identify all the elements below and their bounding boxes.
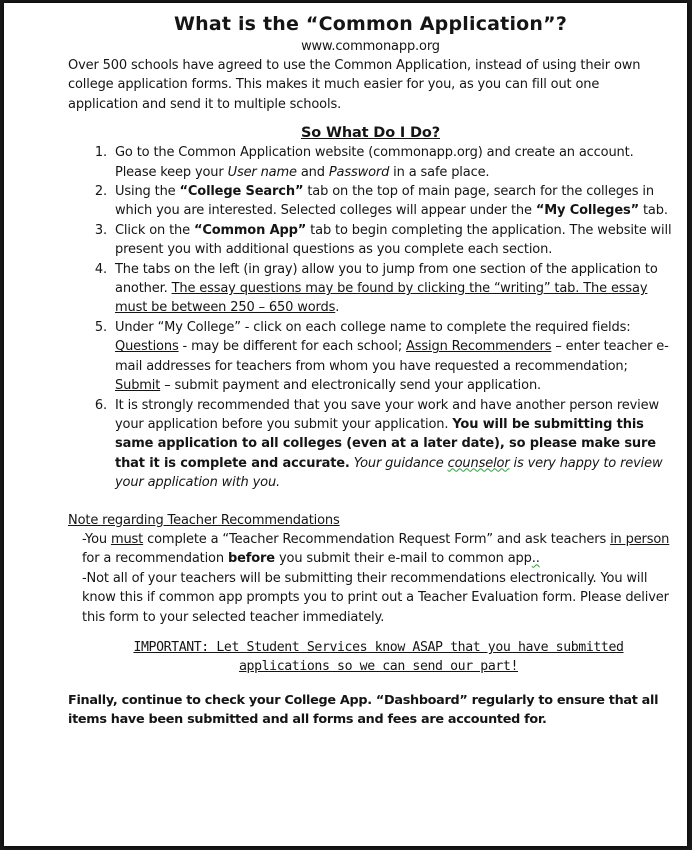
- steps-heading: So What Do I Do?: [300, 125, 441, 142]
- step-4: 4. The tabs on the left (in gray) allow you to jump from one section of the application to another. The essay questions may be found by clicking the “writing” tab. The essay must be between 250 – 650 words.: [111, 260, 673, 318]
- my-colleges-tab-term: “My Colleges”: [535, 203, 639, 219]
- step-3: 3. Click on the “Common App” tab to begin completing the application. The website will present you with additional questions as you complete each section.: [111, 221, 673, 260]
- note-paragraph-2: -Not all of your teachers will be submitting their recommendations electronically. You will know this if common app prompts you to print out a Teacher Evaluation form. Please deliver this form to your selected teacher immediately.: [82, 570, 669, 625]
- page-title: What is the “Common Application”?: [173, 13, 568, 35]
- important-notice: IMPORTANT: Let Student Services know ASAP that you have submitted applications so we can send our part!: [133, 639, 624, 675]
- in-person-term: in person: [610, 531, 670, 547]
- counselor-term: counselor: [447, 455, 510, 471]
- note-title: Note regarding Teacher Recommendations: [68, 512, 340, 528]
- essay-note: The essay questions may be found by clicking the “writing” tab. The essay must be between 250 – 650 words: [115, 281, 648, 316]
- must-term: must: [110, 531, 144, 547]
- same-application-warning: You will be submitting this same application to all colleges (even at a later date), so please make sure that it is complete and accurate.: [115, 416, 656, 471]
- username-term: User name: [227, 164, 297, 180]
- steps-list: [68, 143, 673, 492]
- closing-paragraph: Finally, continue to check your College App. “Dashboard” regularly to ensure that all items have been submitted and all forms and fees are accounted for.: [68, 692, 659, 728]
- college-search-tab-term: “College Search”: [179, 184, 304, 200]
- document-frame: [4, 3, 687, 846]
- step-1: 1. Go to the Common Application website (commonapp.org) and create an account. Please keep your User name and Password in a safe place.: [111, 143, 673, 182]
- step-2: 2. Using the “College Search” tab on the top of main page, search for the colleges in which you are interested. Selected colleges will appear under the “My Colleges” tab.: [111, 182, 673, 221]
- step-6: 6. It is strongly recommended that you save your work and have another person review your application before you submit your application. You will be submitting this same application to all colleges (even at a later date), so please make sure that it is complete and accurate. Your guidance counselor is very happy to review your application with you.: [111, 396, 673, 493]
- submit-term: Submit: [115, 378, 161, 394]
- common-app-tab-term: “Common App”: [193, 222, 307, 238]
- password-term: Password: [328, 164, 390, 180]
- before-term: before: [227, 551, 275, 567]
- step-5: 5. Under “My College” - click on each college name to complete the required fields: Questions - may be different for each school; Assign Recommenders – enter teacher e-mail addresses for teachers from whom you have requested a recommendation; Submit – submit payment and electronically send your application.: [111, 318, 673, 396]
- intro-paragraph: Over 500 schools have agreed to use the Common Application, instead of using their own college application forms. This makes it much easier for you, as you can fill out one application and send it to multiple schools.: [68, 58, 641, 112]
- note-paragraph-1: -You must complete a “Teacher Recommendation Request Form” and ask teachers in person for a recommendation before you submit their e-mail to common app..: [82, 531, 670, 567]
- questions-term: Questions: [115, 339, 179, 355]
- assign-recommenders-term: Assign Recommenders: [406, 339, 552, 355]
- document-page: [4, 3, 687, 846]
- website-url: www.commonapp.org: [301, 39, 440, 54]
